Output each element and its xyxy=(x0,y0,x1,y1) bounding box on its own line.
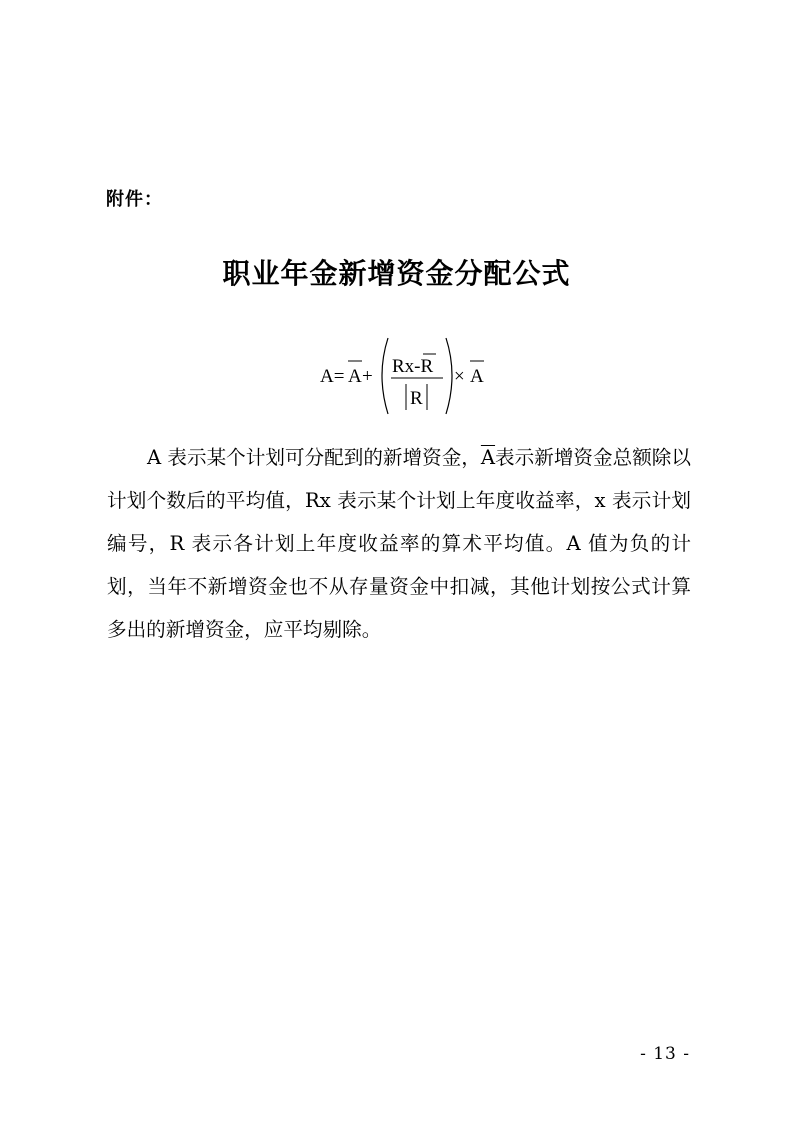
description-abar: $\overline{A}$ xyxy=(480,446,496,469)
attachment-label: 附件： xyxy=(106,189,163,210)
allocation-formula xyxy=(300,330,500,420)
description-paragraph xyxy=(107,436,691,651)
formula-right-paren xyxy=(446,338,452,414)
formula-plus: + xyxy=(362,366,373,387)
formula-description xyxy=(107,436,691,651)
formula-abar-2: A xyxy=(470,366,484,387)
formula-times: × xyxy=(454,366,465,387)
formula-left-paren xyxy=(382,338,388,414)
description-part-1: A 表示某个计划可分配到的新增资金， xyxy=(147,446,481,469)
formula-denominator: R xyxy=(410,388,423,409)
formula-numerator: Rx-R xyxy=(392,356,434,377)
formula-lhs: A= xyxy=(320,366,345,387)
page-title: 职业年金新增资金分配公式 xyxy=(222,257,571,290)
formula-abar: A xyxy=(348,366,362,387)
page-number: - 13 - xyxy=(640,1044,690,1064)
description-part-2: 表示新增资金总额除以计划个数后的平均值，Rx 表示某个计划上年度收益率，x 表示计划编号，R 表示各计划上年度收益率的算术平均值。A 值为负的计划，当年不新增资金也不从存量资金中扣减，其他计划按公式计算多出的新增资金，应平均剔除。 xyxy=(107,446,691,641)
